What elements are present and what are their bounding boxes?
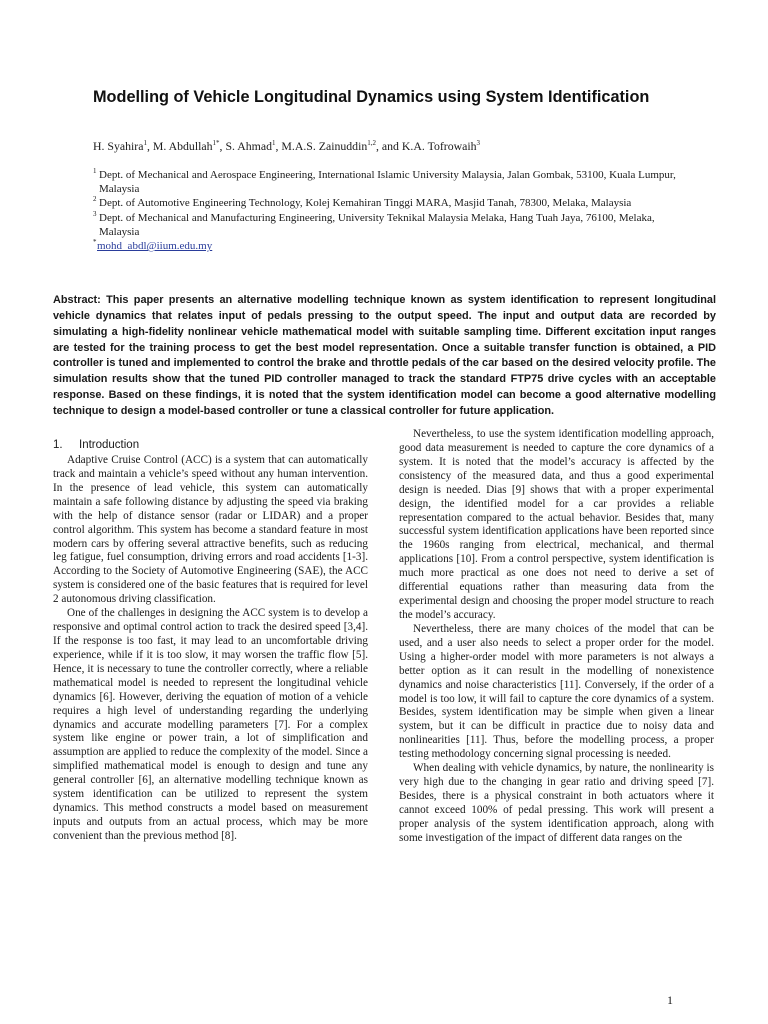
paragraph: One of the challenges in designing the ACC system is to develop a responsive and optimal control action to track the desired speed [3,4]. If the response is too fast, it may lead to an uncomfortable driving experience, while if it is too slow, it may worsen the traffic flow [5]. Hence, it is necessary to tune the controller correctly, where a reliable mathematical model is needed to represent the longitudinal vehicle dynamics [6]. However, deriving the equation of motion of a vehicle requires a high level of understanding regarding the underlying dynamics and accurate modelling parameters [7]. For a complex system like engine or power train, a lot of simplification and assumption are applied to reduce the complexity of the model. Since a simplified mathematical model is enough to design and tune any general controller [6], an alternative modelling technique known as system identification can be utilized to represent the system dynamics. This method constructs a model based on measurement inputs and outputs from an actual process, which may be more convenient than the previous method [8]. (53, 607, 368, 842)
right-column (399, 428, 714, 846)
affiliations (93, 168, 677, 253)
left-column (53, 428, 368, 844)
paragraph: Adaptive Cruise Control (ACC) is a system that can automatically track and maintain a vehicle’s speed without any human intervention. In the presence of lead vehicle, this system can automatically maintain a safe following distance by adjusting the speed via braking with the help of distance sensor (radar or LIDAR) and a proper control algorithm. This system has become a standard feature in most modern cars by offering several attractive benefits, such as reducing leg fatigue, fuel consumption, driving errors and road accidents [1-3]. According to the Society of Automotive Engineering (SAE), the ACC system is considered one of the basic features that is required for level 2 autonomous driving classification. (53, 454, 368, 606)
email-link[interactable]: mohd_abdl@iium.edu.my (97, 240, 213, 253)
author: M. Abdullah$^{1*}$, (152, 139, 226, 153)
affiliation-2: 2 Dept. of Automotive Engineering Technology, Kolej Kemahiran Tinggi MARA, Masjid Tanah, 78300, Melaka, Malaysia (93, 195, 632, 210)
paragraph: When dealing with vehicle dynamics, by nature, the nonlinearity is very high due to the changing in gear ratio and driving speed [7]. Besides, there is a physical constraint in both actuators where it cannot exceed 100% of pedal pressing. This work will present a proper analysis of the system identification approach, along with some investigation of the impact of different data ranges on the (399, 762, 714, 844)
section-heading (53, 438, 368, 452)
author: H. Syahira$^1$, (93, 139, 153, 153)
affiliation-1: 1 Dept. of Mechanical and Aerospace Engineering, International Islamic University Malaysia, Jalan Gombak, 53100, Kuala Lumpur, Malaysia (93, 167, 676, 196)
author: K.A. Tofrowaih$^3$ (401, 139, 481, 153)
paragraph: Nevertheless, there are many choices of the model that can be used, and a user also needs to select a proper order for the model. Using a higher-order model with more parameters is not always a better option as it can result in the modelling of nonexistence dynamics and noise characteristics [11]. Conversely, if the order of a model is too low, it will fail to capture the core dynamics of a system. Besides, system identification may be simple when given a linear system, but it can be difficult in practice due to noisy data and nonlinearities [11]. Thus, before the modelling process, a proper testing methodology concerning signal processing is needed. (399, 622, 714, 761)
author-list (93, 139, 675, 154)
section-title: Introduction (79, 439, 140, 451)
abstract: Abstract: This paper presents an alternative modelling technique known as system identification to represent longitudinal vehicle dynamics that relates input of pedals pressing to the output speed. The input and output data are recorded by simulating a high-fidelity nonlinear vehicle mathematical model with suitable sampling time. Different excitation input ranges are tested for the training process to get the best model representation. Once a suitable transfer function is obtained, a PID controller is tuned and implemented to control the brake and throttle pedals of the car based on the desired velocity profile. The simulation results show that the tuned PID controller managed to track the standard FTP75 drive cycles with an acceptable response. Based on these findings, it is noted that the system identification model can become a good alternative modelling technique to design a model-based controller or tune a classical controller for future application. (53, 294, 716, 417)
author: M.A.S. Zainuddin$^{1,2}$, and (281, 139, 402, 153)
paper-title: Modelling of Vehicle Longitudinal Dynamics using System Identification (93, 88, 650, 106)
paragraph: Nevertheless, to use the system identification modelling approach, good data measurement is needed to capture the core dynamics of a system. It is noted that the model’s accuracy is affected by the consistency of the measured data, and thus a good experimental design is needed. Dias [9] shows that with a proper experimental design, the identified model for a car provides a reliable representation compared to the actual behavior. Besides that, many successful system identification applications have been reported since the 1960s ranging from electrical, mechanical, and thermal applications [10]. From a control perspective, system identification is much more practical as one does not need to derive a set of differential equations rather than measuring data from the experimental design and choosing the proper model structure to reach the model’s accuracy. (399, 428, 714, 621)
page-number: 1 (667, 993, 673, 1007)
author: S. Ahmad$^1$, (225, 139, 282, 153)
section-number: 1. (53, 439, 63, 451)
corresponding-email: * mohd_abdl@iium.edu.my (93, 238, 213, 253)
affiliation-3: 3 Dept. of Mechanical and Manufacturing Engineering, University Teknikal Malaysia Melaka, Hang Tuah Jaya, 76100, Melaka, Malaysia (93, 209, 655, 238)
